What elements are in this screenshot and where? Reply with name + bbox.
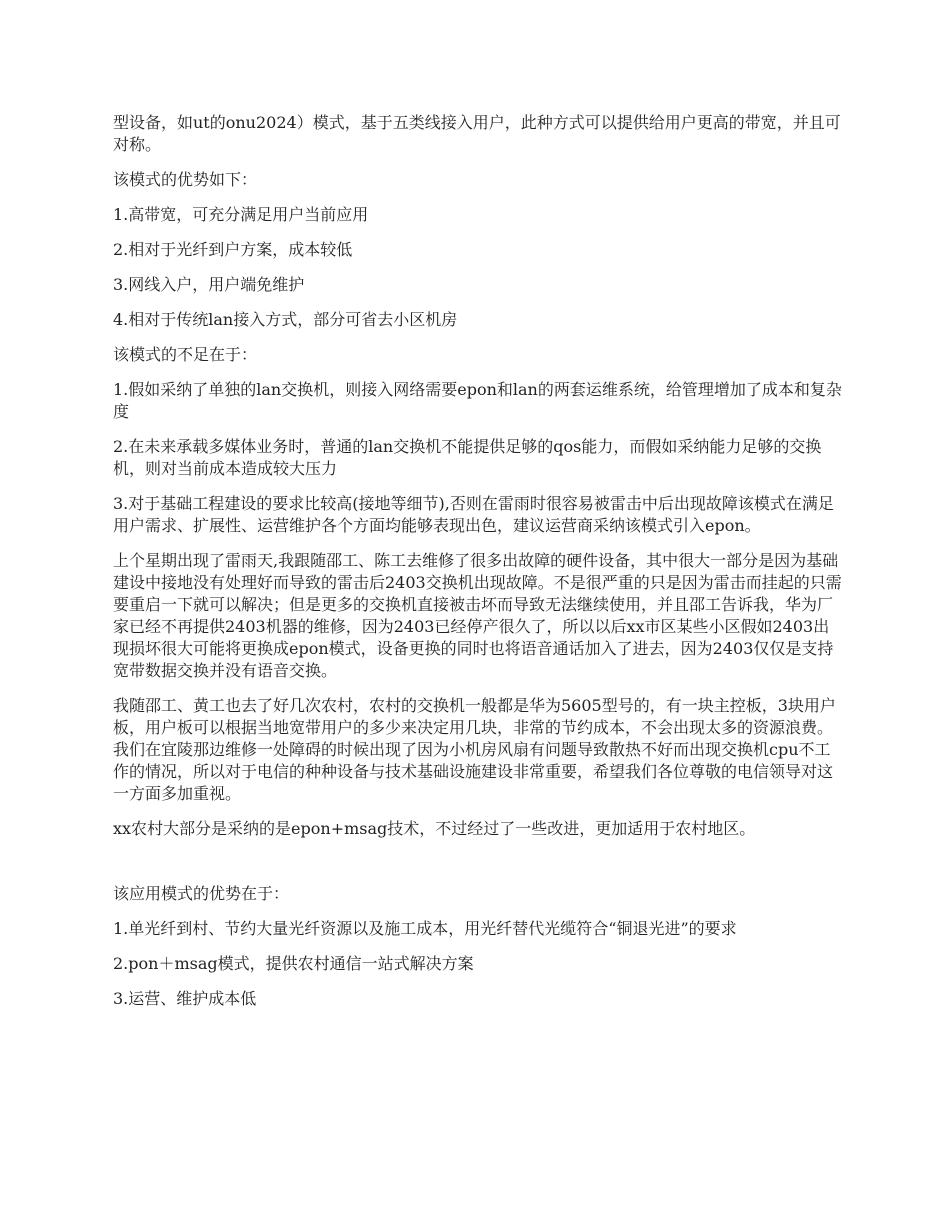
list-item: 3.运营、维护成本低: [113, 989, 257, 1008]
list-item: 1.单光纤到村、节约大量光纤资源以及施工成本，用光纤替代光缆符合“铜退光进”的要求: [113, 919, 737, 938]
list-item: 2.相对于光纤到户方案，成本较低: [113, 240, 353, 259]
paragraph: 我随邵工、黄工也去了好几次农村，农村的交换机一般都是华为5605型号的，有一块主控板，3块用户板，用户板可以根据当地宽带用户的多少来决定用几块，非常的节约成本，不会出现太多的资源浪费。我们在宜陵那边维修一处障碍的时候出现了因为小机房风扇有问题导致散热不好而出现交换机cpu不工作的情况，所以对于电信的种种设备与技术基础设施建设非常重要，希望我们各位尊敬的电信领导对这一方面多加重视。: [113, 696, 836, 803]
paragraph: 上个星期出现了雷雨天,我跟随邵工、陈工去维修了很多出故障的硬件设备，其中很大一部分是因为基础建设中接地没有处理好而导致的雷击后2403交换机出现故障。不是很严重的只是因为雷击而挂起的只需要重启一下就可以解决；但是更多的交换机直接被击坏而导致无法继续使用，并且邵工告诉我，华为厂家已经不再提供2403机器的维修，因为2403已经停产很久了，所以以后xx市区某些小区假如2403出现损坏很大可能将更换成epon模式，设备更换的同时也将语音通话加入了进去，因为2403仅仅是支持宽带数据交换并没有语音交换。: [113, 551, 842, 680]
list-item: 1.假如采纳了单独的lan交换机，则接入网络需要epon和lan的两套运维系统，给管理增加了成本和复杂度: [113, 380, 842, 421]
paragraph: 该应用模式的优势在于：: [113, 884, 290, 903]
list-item: 3.网线入户，用户端免维护: [113, 275, 305, 294]
list-item: 2.pon＋msag模式，提供农村通信一站式解决方案: [113, 954, 474, 973]
list-item: 3.对于基础工程建设的要求比较高(接地等细节),否则在雷雨时很容易被雷击中后出现故障该模式在满足用户需求、扩展性、运营维护各个方面均能够表现出色，建议运营商采纳该模式引入epon。: [113, 494, 834, 535]
list-item: 4.相对于传统lan接入方式，部分可省去小区机房: [113, 310, 458, 329]
list-item: 2.在未来承载多媒体业务时，普通的lan交换机不能提供足够的qos能力，而假如采纳能力足够的交换机，则对当前成本造成较大压力: [113, 437, 822, 478]
paragraph: 型设备，如ut的onu2024）模式，基于五类线接入用户，此种方式可以提供给用户更高的带宽，并且可对称。: [113, 113, 841, 154]
blank-line: [113, 853, 843, 883]
paragraph: 该模式的不足在于：: [113, 345, 258, 364]
document-page: [113, 112, 843, 1023]
paragraph: 该模式的优势如下：: [113, 170, 258, 189]
paragraph: xx农村大部分是采纳的是epon+msag技术，不过经过了一些改进，更加适用于农村地区。: [113, 819, 756, 838]
list-item: 1.高带宽，可充分满足用户当前应用: [113, 205, 369, 224]
